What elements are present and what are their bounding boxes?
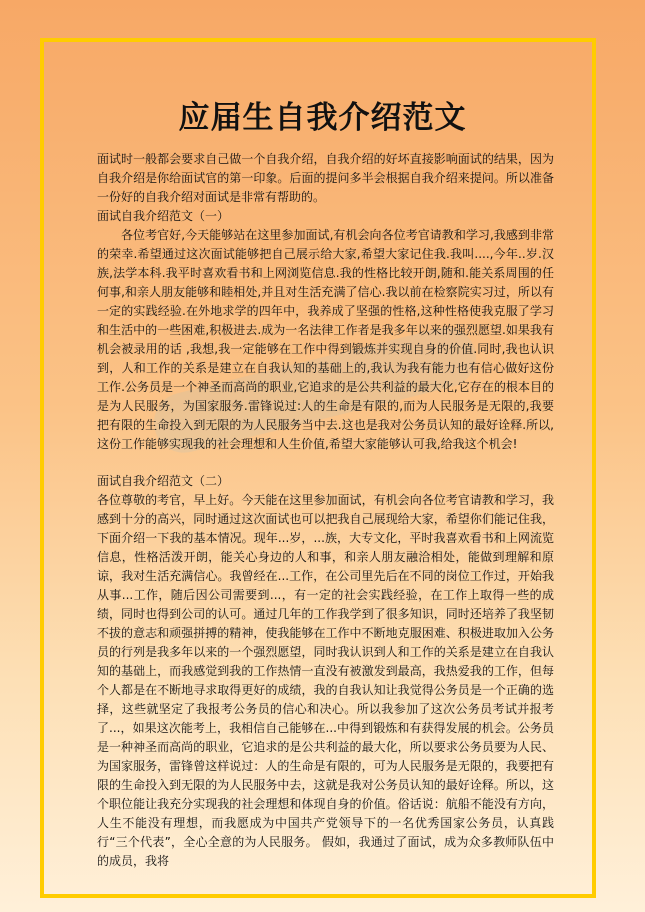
section-spacer: [97, 454, 554, 472]
section1-heading: 面试自我介绍范文（一）: [97, 209, 230, 223]
intro-paragraph: 面试时一般都会要求自己做一个自我介绍，自我介绍的好坏直接影响面试的结果，因为自我介绍是你给面试官的第一印象。后面的提问多半会根据自我介绍来提问。所以准备一份好的自我介绍对面试是非常有帮助的。: [97, 152, 554, 204]
section2-heading: 面试自我介绍范文（二）: [97, 474, 230, 488]
document-body: [97, 150, 554, 871]
document-title: 应届生自我介绍范文: [178, 100, 467, 136]
section2-paragraph: 各位尊敬的考官，早上好。今天能在这里参加面试，有机会向各位考官请教和学习，我感到十分的高兴，同时通过这次面试也可以把我自己展现给大家，希望你们能记住我，下面介绍一下我的基本情况。现年...岁，...族，大专文化，平时我喜欢看书和上网流览信息，性格活泼开朗，能关心身边的人和事，和亲人朋友融洽相处，能做到理解和原谅，我对生活充满信心。我曾经在...工作，在公司里先后在不同的岗位工作过，开始我从事...工作，随后因公司需要到...，有一定的社会实践经验，在工作上取得一些的成绩，同时也得到公司的认可。通过几年的工作我学到了很多知识，同时还培养了我坚韧不拔的意志和顽强拼搏的精神，使我能够在工作中不断地克服困难、积极进取加入公务员的行列是我多年以来的一个强烈愿望，同时我认识到人和工作的关系是建立在自我认知的基础上，而我感觉到我的工作热情一直没有被激发到最高，我热爱我的工作，但每个人都是在不断地寻求取得更好的成绩，我的自我认知让我觉得公务员是一个正确的选择，这些就坚定了我报考公务员的信心和决心。所以我参加了这次公务员考试并报考了...，如果这次能考上，我相信自己能够在...中得到锻炼和有获得发展的机会。公务员是一种神圣而高尚的职业，它追求的是公共利益的最大化，所以要求公务员要为人民、为国家服务，雷锋曾这样说过：人的生命是有限的，可为人民服务是无限的，我要把有限的生命投入到无限的为人民服务中去，这就是我对公务员认知的最好诠释。所以，这个职位能让我充分实现我的社会理想和体现自身的价值。俗话说：航船不能没有方向，人生不能没有理想，而我愿成为中国共产党领导下的一名优秀国家公务员，认真践行“三个代表”，全心全意的为人民服务。 假如，我通过了面试，成为众多教师队伍中的成员，我将: [97, 493, 554, 868]
section1-paragraph: 各位考官好,今天能够站在这里参加面试,有机会向各位考官请教和学习,我感到非常的荣幸.希望通过这次面试能够把自己展示给大家,希望大家记住我.我叫....,今年..岁.汉族,法学本科.我平时喜欢看书和上网浏览信息.我的性格比较开朗,随和.能关系周围的任何事,和亲人朋友能够和睦相处,并且对生活充满了信心.我以前在检察院实习过，所以有一定的实践经验.在外地求学的四年中，我养成了坚强的性格,这种性格使我克服了学习和生活中的一些困难,积极进去.成为一名法律工作者是我多年以来的强烈愿望.如果我有机会被录用的话 ,我想,我一定能够在工作中得到锻炼并实现自身的价值.同时,我也认识到，人和工作的关系是建立在自我认知的基础上的,我认为我有能力也有信心做好这份工作.公务员是一个神圣而高尚的职业,它追求的是公共利益的最大化,它存在的根本目的是为人民服务，为国家服务.雷锋说过:人的生命是有限的,而为人民服务是无限的,我要把有限的生命投入到无限的为人民服务当中去.这也是我对公务员认知的最好诠释.所以,这份工作能够实现我的社会理想和人生价值,希望大家能够认可我,给我这个机会!: [97, 228, 554, 451]
